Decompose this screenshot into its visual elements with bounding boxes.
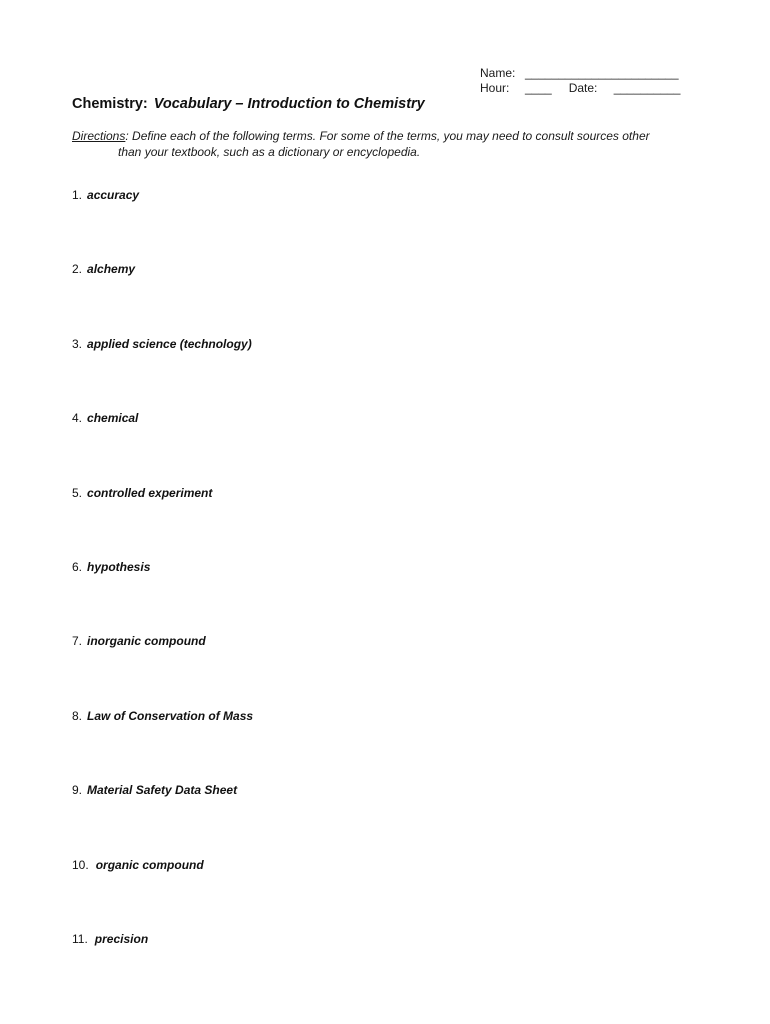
directions-text-line1: : Define each of the following terms. For some of the terms, you may need to consult sources other	[125, 129, 650, 143]
list-item	[72, 262, 692, 336]
term-number: 6.	[72, 559, 83, 574]
list-item	[72, 337, 692, 411]
directions-label: Directions	[72, 129, 126, 143]
term-word: Law of Conservation of Mass	[87, 708, 254, 723]
list-item	[72, 709, 692, 783]
term-word: inorganic compound	[87, 634, 206, 649]
term-word: organic compound	[95, 857, 204, 872]
term-word: applied science (technology)	[87, 336, 252, 351]
title-subject: Chemistry:	[72, 96, 148, 112]
hour-blank: ____	[525, 81, 552, 95]
date-blank: __________	[613, 81, 681, 95]
term-number: 9.	[72, 783, 83, 798]
term-word: precision	[94, 931, 149, 946]
name-blank: _______________________	[525, 66, 679, 80]
term-number: 8.	[72, 708, 83, 723]
name-row	[480, 66, 680, 81]
list-item	[72, 783, 692, 857]
term-number: 3.	[72, 336, 83, 351]
list-item	[72, 634, 692, 708]
term-word: hypothesis	[87, 559, 151, 574]
term-word: alchemy	[87, 262, 136, 277]
list-item	[72, 560, 692, 634]
term-number: 11.	[72, 931, 88, 946]
term-number: 1.	[72, 188, 83, 202]
list-item	[72, 932, 692, 1006]
list-item	[72, 411, 692, 485]
term-number: 2.	[72, 262, 83, 277]
title-topic: Vocabulary – Introduction to Chemistry	[153, 96, 425, 112]
term-number: 5.	[72, 485, 83, 500]
term-word: controlled experiment	[87, 485, 213, 500]
list-item	[72, 858, 692, 932]
page-title	[72, 96, 425, 112]
list-item	[72, 188, 692, 262]
list-item	[72, 486, 692, 560]
term-number: 7.	[72, 634, 83, 649]
term-word: chemical	[87, 411, 139, 426]
term-word: accuracy	[87, 188, 140, 202]
term-word: Material Safety Data Sheet	[87, 783, 238, 798]
hour-date-row	[480, 81, 680, 96]
student-info-header	[480, 66, 680, 96]
date-label: Date:	[568, 81, 598, 95]
name-label: Name:	[480, 66, 516, 80]
vocabulary-list	[72, 188, 692, 1006]
directions	[72, 128, 702, 160]
term-number: 10.	[72, 857, 89, 872]
hour-label: Hour:	[480, 81, 510, 95]
directions-text-line2: than your textbook, such as a dictionary or encyclopedia.	[118, 145, 421, 159]
term-number: 4.	[72, 411, 83, 426]
